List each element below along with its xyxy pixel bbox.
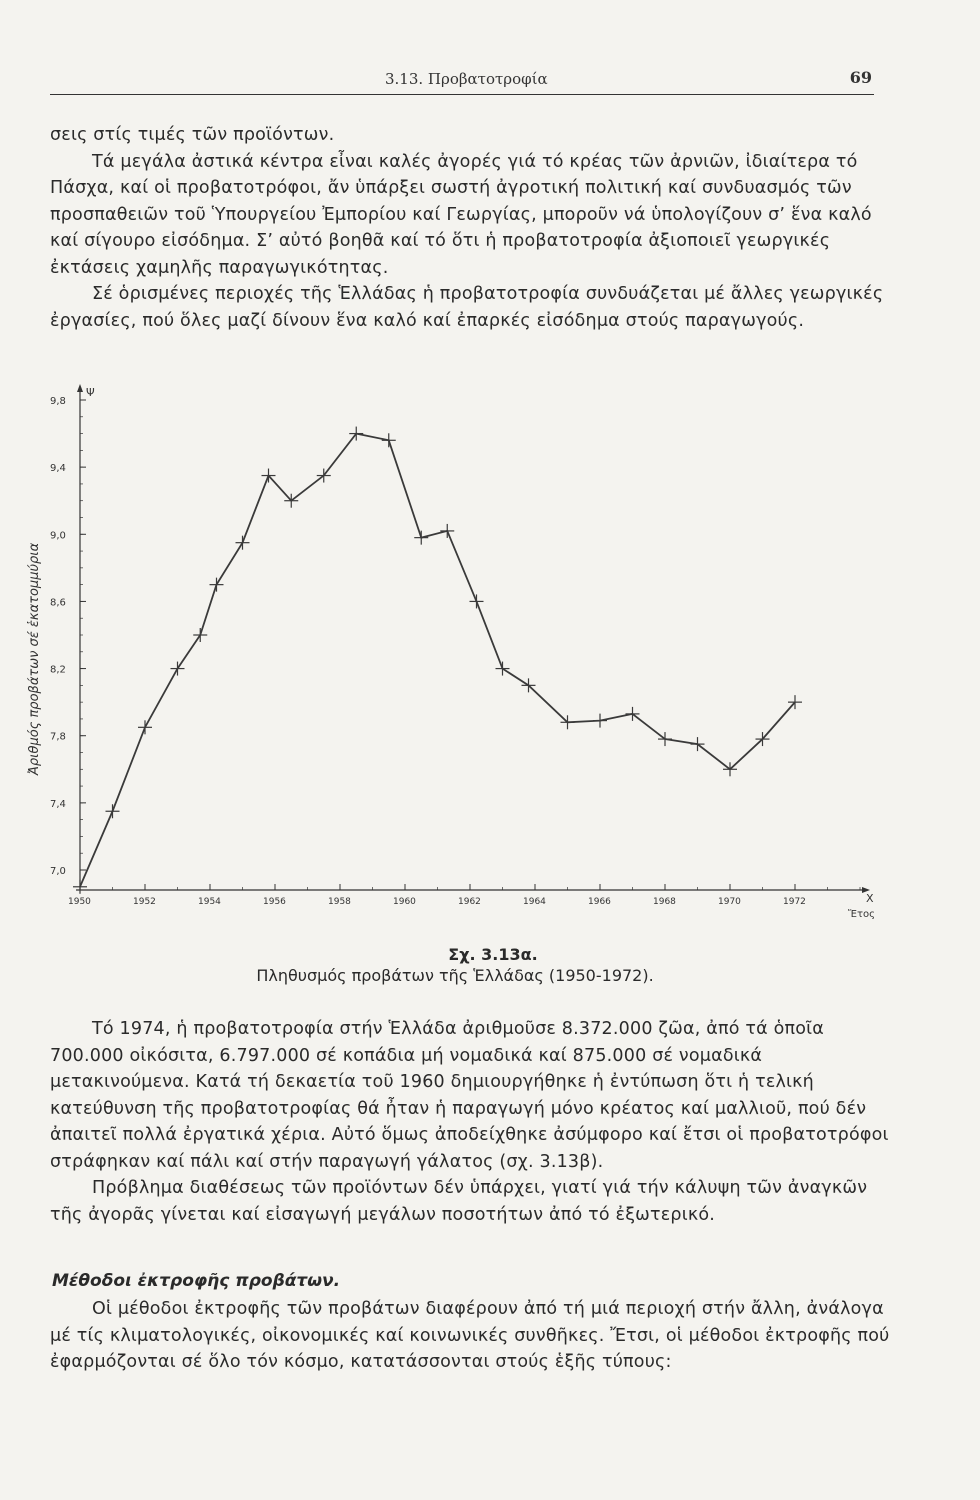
data-point [593, 714, 607, 728]
figure-number: Σχ. 3.13α. [448, 945, 538, 964]
data-point [138, 720, 152, 734]
y-tick-label: 9,4 [50, 463, 66, 475]
paragraph-methods: Οἱ μέθοδοι ἐκτροφῆς τῶν προβάτων διαφέρουν ἀπό τή μιά περιοχή στήν ἄλλη, ἀνάλογα μέ τίς κλιματολογικές, οἰκονομικές καί κοινωνικές συνθῆκες. Ἔτσι, οἱ μέθοδοι ἐκτροφῆς πού ἐφαρμόζονται σέ ὅλο τόν κόσμο, κατατάσσονται στούς ἑξῆς τύπους: [50, 1299, 890, 1372]
y-axis-arrow [77, 384, 83, 392]
x-tick-label: 1960 [393, 897, 416, 907]
chart-svg [20, 380, 900, 940]
data-point [73, 880, 87, 894]
x-axis-title: Ἔτος [848, 909, 875, 920]
chart-ticks [50, 396, 860, 907]
x-tick-label: 1950 [68, 897, 91, 907]
page-header [50, 66, 874, 95]
data-point [414, 531, 428, 545]
data-point [382, 433, 396, 447]
y-axis-title: Ἀριθμός προβάτων σέ ἑκατομμύρια [27, 542, 42, 775]
x-tick-label: 1964 [523, 897, 546, 907]
data-point [496, 662, 510, 676]
section-heading: Μέθοδοι ἐκτροφῆς προβάτων. [52, 1271, 341, 1291]
paragraph-city-markets: Τά μεγάλα ἀστικά κέντρα εἶναι καλές ἀγορές γιά τό κρέας τῶν ἀρνιῶν, ἰδιαίτερα τό Πάσχα, καί οἱ προβατοτρόφοι, ἄν ὑπάρξει σωστή ἀγροτική πολιτική καί συνδυασμός τῶν προσπαθειῶν τοῦ Ὑπουργείου Ἐμπορίου καί Γεωργίας, μποροῦν νά ὑπολογίζουν σ’ ἕνα καλό καί σίγουρο εἰσόδημα. Σ’ αὐτό βοηθᾶ καί τό ὅτι ἡ προβατοτροφία ἀξιοποιεῖ γεωργικές ἐκτάσεις χαμηλῆς παραγωγικότητας. [50, 151, 872, 278]
y-axis-letter: Ψ [86, 386, 95, 399]
figure-label [0, 945, 980, 964]
running-head: 3.13. Προβατοτροφία [385, 70, 548, 88]
figure-caption: Πληθυσμός προβάτων τῆς Ἑλλάδας (1950-1972). [256, 966, 654, 985]
y-tick-label: 8,2 [50, 664, 66, 676]
y-tick-label: 9,0 [50, 530, 66, 542]
y-tick-label: 8,6 [50, 597, 66, 609]
data-point [106, 804, 120, 818]
paragraph-regions: Σέ ὁρισμένες περιοχές τῆς Ἑλλάδας ἡ προβατοτροφία συνδυάζεται μέ ἄλλες γεωργικές ἐργασίες, πού ὅλες μαζί δίνουν ἕνα καλό καί ἐπαρκές εἰσόδημα στούς παραγωγούς. [50, 284, 884, 331]
chart-series [73, 427, 802, 894]
page-number: 69 [849, 68, 872, 87]
y-tick-label: 7,8 [50, 731, 66, 743]
data-point [210, 578, 224, 592]
x-tick-label: 1972 [783, 897, 806, 907]
chart-axes [76, 384, 870, 893]
paragraph-market: Πρόβλημα διαθέσεως τῶν προϊόντων δέν ὑπάρχει, γιατί γιά τήν κάλυψη τῶν ἀναγκῶν τῆς ἀγορᾶς γίνεται καί εἰσαγωγή μεγάλων ποσοτήτων ἀπό τό ἐξωτερικό. [50, 1178, 868, 1225]
x-tick-label: 1968 [653, 897, 676, 907]
y-tick-label: 7,0 [50, 866, 66, 877]
x-tick-label: 1952 [133, 897, 156, 907]
x-tick-label: 1970 [718, 897, 741, 907]
data-point [470, 594, 484, 608]
population-line [80, 434, 795, 887]
middle-text [50, 1016, 890, 1228]
x-tick-label: 1954 [198, 897, 221, 907]
data-point [440, 524, 454, 538]
x-tick-label: 1958 [328, 897, 351, 907]
data-point [171, 662, 185, 676]
x-axis-letter: X [866, 892, 874, 905]
x-tick-label: 1966 [588, 897, 611, 907]
section-text [50, 1296, 890, 1376]
paragraph-continued: σεις στίς τιμές τῶν προϊόντων. [50, 125, 335, 145]
y-tick-label: 7,4 [50, 798, 66, 810]
x-tick-label: 1962 [458, 897, 481, 907]
paragraph-1974-stats: Τό 1974, ἡ προβατοτροφία στήν Ἑλλάδα ἀριθμοῦσε 8.372.000 ζῶα, ἀπό τά ὁποῖα 700.000 οἰκόσιτα, 6.797.000 σέ κοπάδια μή νομαδικά καί 875.000 σέ νομαδικά μετακινούμενα. Κατά τή δεκαετία τοῦ 1960 δημιουργήθηκε ἡ ἐντύπωση ὅτι ἡ τελική κατεύθυνση τῆς προβατοτροφίας θά ἦταν ἡ παραγωγή μόνο κρέατος καί μαλλιοῦ, πού δέν ἀπαιτεῖ πολλά ἐργατικά χέρια. Αὐτό ὅμως ἀποδείχθηκε ἀσύμφορο καί ἔτσι οἱ προβατοτρόφοι στράφηκαν καί πάλι καί στήν παραγωγή γάλατος (σχ. 3.13β). [50, 1019, 889, 1172]
y-tick-label: 9,8 [50, 396, 66, 407]
data-point [236, 536, 250, 550]
x-tick-label: 1956 [263, 897, 286, 907]
sheep-population-chart [20, 380, 900, 940]
data-point [193, 628, 207, 642]
intro-text [50, 122, 890, 334]
